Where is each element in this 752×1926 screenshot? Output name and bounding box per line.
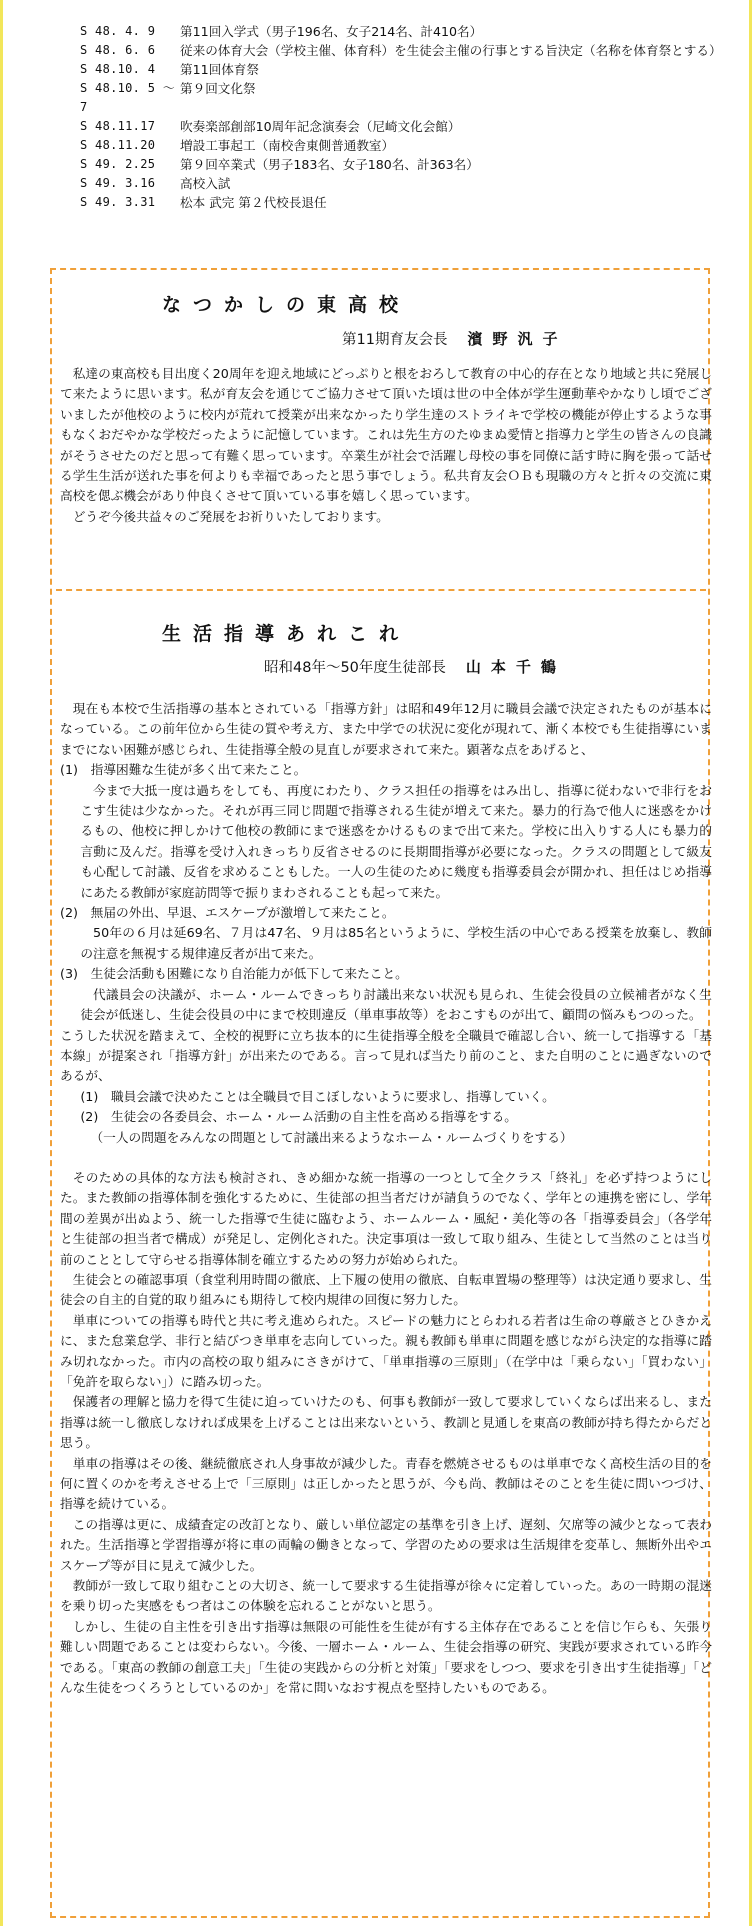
article2-byline — [264, 656, 566, 677]
timeline-date: S 49. 3.16 — [80, 176, 156, 190]
paragraph-gap — [60, 1148, 712, 1168]
article1-byline — [342, 328, 567, 349]
timeline-row — [80, 22, 720, 41]
point-label: (3) — [60, 966, 78, 982]
timeline-event: 第11回入学式（男子196名、女子214名、計410名） — [180, 24, 483, 39]
point-label: (1) — [60, 762, 78, 778]
timeline-event: 高校入試 — [180, 176, 231, 191]
timeline-row — [80, 60, 720, 79]
timeline-date: S 48. 4. 9 — [80, 24, 156, 38]
article2-paragraph: 保護者の理解と協力を得て生徒に迫っていけたのも、何事も教師が一致して要求していくならば出来るし、また指導は統一し徹底しなければ成果を上げることは出来ないという、教訓と見通しを東高の教師が持ち得たからだと思う。 — [60, 1394, 712, 1451]
history-timeline — [80, 22, 720, 212]
timeline-date: S 48.11.20 — [80, 138, 156, 152]
article1-body — [60, 364, 712, 527]
article2-paragraph: そのための具体的な方法も検討され、きめ細かな統一指導の一つとして全クラス「終礼」を必ず持つようにした。また教師の指導体制を強化するために、生徒部の担当者だけが請負うのでなく、学年との連携を密にし、学年間の差異が出ぬよう、統一した指導で生徒に臨むよう、ホームルーム・風紀・美化等の各「指導委員会」（各学年と生徒部の担当者で構成）が発足し、定例化された。決定事項は一致して取り組み、生徒として当然のことは当り前のこととして守らせる指導体制を確立するための努力が始められた。 — [60, 1169, 712, 1267]
timeline-row — [80, 41, 720, 60]
timeline-row — [80, 117, 720, 136]
point-head: 無届の外出、早退、エスケープが激増して来たこと。 — [90, 905, 395, 921]
article2-paragraph: この指導は更に、成績査定の改訂となり、厳しい単位認定の基準を引き上げ、遅刻、欠席等の減少となって表われた。生活指導と学習指導が将に車の両輪の働きとなって、学習のための要求は生活規律を変革し、無断外出やエスケープ等が目に見えて減少した。 — [60, 1516, 712, 1573]
timeline-row — [80, 136, 720, 155]
timeline-row — [80, 79, 720, 117]
policy-label: (1) — [80, 1088, 99, 1104]
point-head: 生徒会活動も困難になり自治能力が低下して来たこと。 — [90, 966, 408, 982]
article2-paragraph: 教師が一致して取り組むことの大切さ、統一して要求する生徒指導が徐々に定着していった。あの一時期の混迷を乗り切った実感をもつ者はこの体験を忘れることがないと思う。 — [60, 1578, 712, 1614]
article2-byline-name: 山本千鶴 — [465, 658, 566, 676]
timeline-event: 吹奏楽部創部10周年記念演奏会（尼崎文化会館） — [180, 119, 461, 134]
timeline-event: 第９回文化祭 — [180, 81, 256, 96]
timeline-date: S 49. 3.31 — [80, 195, 156, 209]
article1-title: なつかしの東高校 — [162, 294, 411, 316]
article2-paragraph: 単車の指導はその後、継続徹底され人身事故が減少した。青春を燃焼させるものは単車でなく高校生活の目的を何に置くのかを考えさせる上で「三原則」は正しかったと思うが、今も尚、教師はそのことを生徒に問いつづけ、指導を続けている。 — [60, 1455, 712, 1512]
point-head: 指導困難な生徒が多く出て来たこと。 — [90, 762, 307, 778]
bridge-paragraph: こうした状況を踏まえて、全校的視野に立ち抜本的に生徒指導全般を全職員で確認し合い、統一して指導する「基本線」が提案され「指導方針」が出来たのである。言って見れば当たり前のこと、また自明のことに過ぎないのであるが、 — [60, 1027, 712, 1084]
point-heading — [60, 760, 712, 780]
policy-note: （一人の問題をみんなの問題として討議出来るようなホーム・ルームづくりをする） — [90, 1129, 573, 1145]
policy-text: 職員会議で決めたことは全職員で目こぼしないように要求し、指導していく。 — [110, 1088, 555, 1104]
timeline-row — [80, 193, 720, 212]
point-heading — [60, 964, 712, 984]
article1-byline-role: 第11期育友会長 — [342, 332, 448, 348]
timeline-event: 松本 武完 第２代校長退任 — [180, 195, 327, 210]
timeline-event: 第11回体育祭 — [180, 62, 259, 77]
timeline-date: S 48.10. 5 ～ 7 — [80, 81, 176, 114]
article1-paragraph: 私達の東高校も目出度く20周年を迎え地域にどっぷりと根をおろして教育の中心的存在となり地域と共に発展して来たように思います。私が育友会を通じてご協力させて頂いた頃は世の中全体が学生運動華やかなりし頃でございましたが他校のように校内が荒れて授業が出来なかったり学生達のストライキで学校の機能が停止するような事もなくおだやかな学校だったように記憶しています。これは先生方のたゆまぬ愛情と指導力と学生の皆さんの良識がそうさせたのだと思って有難く思っています。卒業生が社会で活躍し母校の事を同僚に話す時に胸を張って話せる学生生活が送れた事を何よりも幸福であったと思う事でしょう。私共育友会ＯＢも現職の方々と折々の交流に東高校を偲ぶ機会があり仲良くさせて頂いている事を嬉しく思っています。 — [60, 366, 712, 504]
policy-label: (2) — [80, 1109, 99, 1125]
point-label: (2) — [60, 905, 78, 921]
section-divider — [56, 589, 706, 591]
timeline-row — [80, 155, 720, 174]
timeline-event: 従来の体育大会（学校主催、体育科）を生徒会主催の行事とする旨決定（名称を体育祭とする） — [180, 43, 722, 58]
article2-paragraph: 生徒会との確認事項（食堂利用時間の徹底、上下履の使用の徹底、自転車置場の整理等）は決定通り要求し、生徒会の自主的自覚的取り組みにも期待して校内規律の回復に努力した。 — [60, 1271, 712, 1308]
point-body: 50年の６月は延69名、７月は47名、９月は85名というように、学校生活の中心である授業を放棄し、教師の注意を無視する規律違反者が出て来た。 — [80, 925, 712, 961]
timeline-date: S 48.11.17 — [80, 119, 156, 133]
point-body: 今まで大抵一度は過ちをしても、再度にわたり、クラス担任の指導をはみ出し、指導に従わないで非行をおこす生徒は少なかった。それが再三同じ問題で指導される生徒が増えて来た。暴力的行為で他人に迷惑をかけるもの、他校に押しかけて他校の教師にまで迷惑をかけるものまで出て来た。学校に出入りする人にも暴力的言動に及んだ。指導を受け入れきっちり反省させるのに長期間指導が必要になった。クラスの問題として級友も心配して討議、反省を求めることもした。一人の生徒のために幾度も指導委員会が開かれ、担任はじめ指導にあたる教師が家庭訪問等で振りまわされることも起って来た。 — [80, 782, 712, 900]
article2-paragraph: しかし、生徒の自主性を引き出す指導は無限の可能性を生徒が有する主体存在であることを信じ乍らも、矢張り難しい問題であることは変わらない。今後、一層ホーム・ルーム、生徒会指導の研究、実践が要求されている昨今である。「東高の教師の創意工夫」「生徒の実践からの分析と対策」「要求をしつつ、要求を引き出す生徒指導」「どんな生徒をつくろうとしているのか」を常に問いなおす視点を堅持したいものである。 — [60, 1618, 712, 1696]
timeline-date: S 49. 2.25 — [80, 157, 156, 171]
timeline-event: 増設工事起工（南校舎東側普通教室） — [180, 138, 395, 153]
timeline-event: 第９回卒業式（男子183名、女子180名、計363名） — [180, 157, 479, 172]
left-margin-bar — [0, 0, 3, 1926]
policy-item — [60, 1107, 712, 1127]
timeline-date: S 48. 6. 6 — [80, 43, 156, 57]
article1-paragraph: どうぞ今後共益々のご発展をお祈りいたしております。 — [72, 508, 389, 524]
timeline-date: S 48.10. 4 — [80, 62, 156, 76]
article2-paragraph: 単車についての指導も時代と共に考え進められた。スピードの魅力にとらわれる若者は生命の尊厳さとひきかえに、また怠業怠学、非行と結びつき単車を志向していった。親も教師も単車に問題を感じながら決定的な指導に踏み切れなかった。市内の高校の取り組みにさきがけて、「単車指導の三原則」（在学中は「乗らない」「買わない」「免許を取らない」）に踏み切った。 — [60, 1312, 712, 1389]
point-body: 代議員会の決議が、ホーム・ルームできっちり討議出来ない状況も見られ、生徒会役員の立候補者がなく生徒会が低迷し、生徒会役員の中にまで校則違反（単車事故等）をおこすものが出て、顧問の悩みもつのった。 — [80, 986, 712, 1023]
policy-item — [60, 1087, 712, 1107]
point-heading — [60, 903, 712, 923]
policy-text: 生徒会の各委員会、ホーム・ルーム活動の自主性を高める指導をする。 — [110, 1109, 517, 1125]
timeline-row — [80, 174, 720, 193]
article2-intro: 現在も本校で生活指導の基本とされている「指導方針」は昭和49年12月に職員会議で決定されたものが基本になっている。この前年位から生徒の質や考え方、また中学での状況に変化が現れて、漸く本校でも生徒指導にいままでにない困難が感じられ、生徒指導全般の見直しが要求されて来た。顕著な点をあげると、 — [60, 701, 712, 757]
article1-byline-name: 濱野汎子 — [467, 330, 568, 348]
article2-title: 生活指導あれこれ — [162, 623, 411, 645]
article2-body — [60, 699, 712, 1699]
article2-byline-role: 昭和48年～50年度生徒部長 — [264, 660, 446, 676]
